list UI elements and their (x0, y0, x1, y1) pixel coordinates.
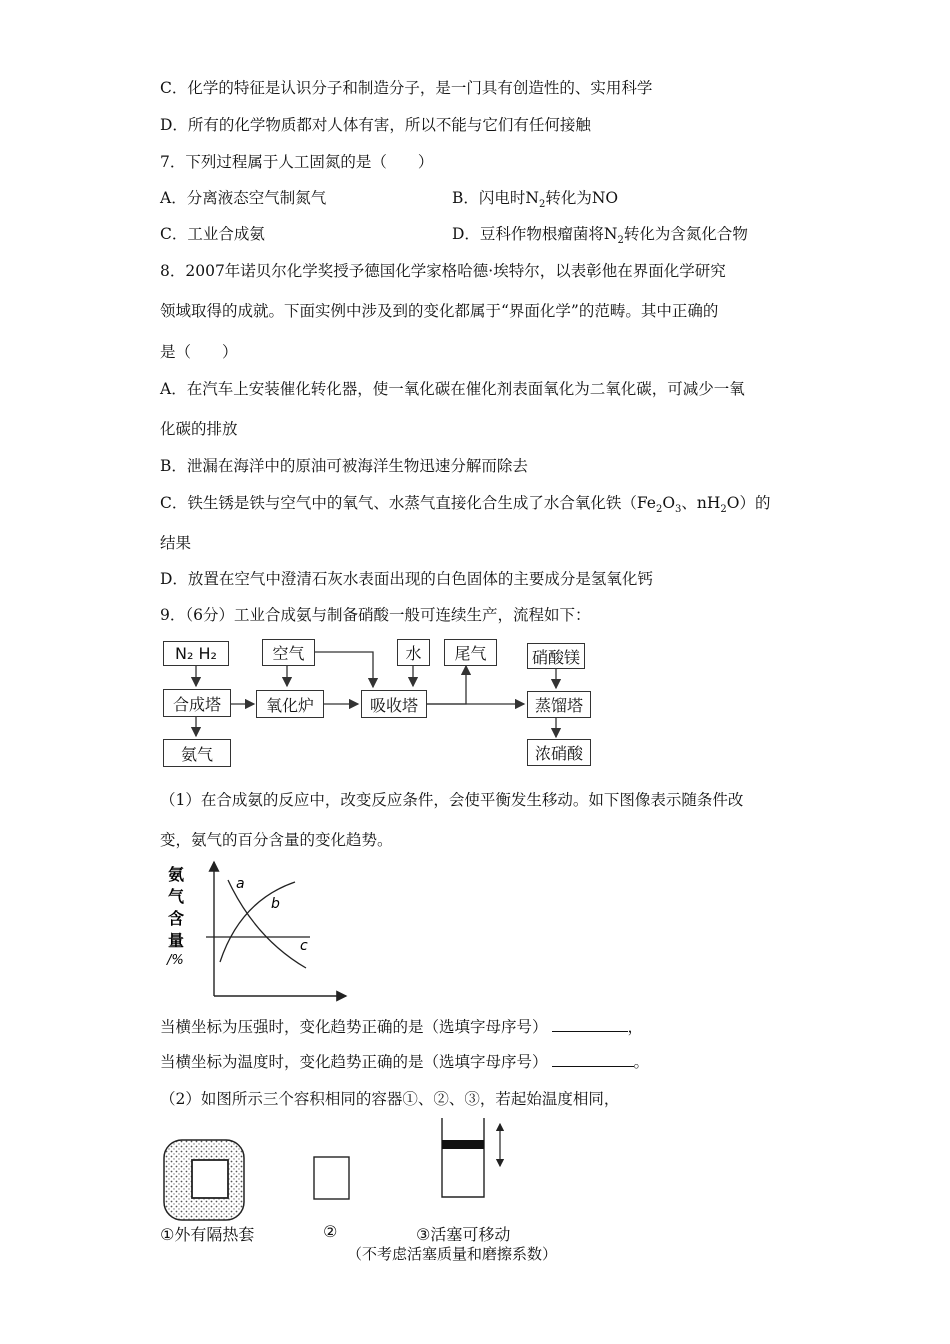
q8-option-a-line2: 化碳的排放 (160, 420, 238, 438)
container-3-piston (442, 1140, 484, 1149)
q8-stem-line2: 领域取得的成就。下面实例中涉及到的变化都属于“界面化学”的范畴。其中正确的 (160, 302, 719, 320)
q7-stem: 7．下列过程属于人工固氮的是（ ） (160, 153, 434, 171)
caption-note: （不考虑活塞质量和磨擦系数） (347, 1245, 558, 1263)
q6-option-d: D．所有的化学物质都对人体有害，所以不能与它们有任何接触 (160, 116, 591, 134)
caption-3: ③活塞可移动 (416, 1225, 511, 1244)
box-kongqi: 空气 (262, 639, 315, 666)
q9-answer-temperature: 当横坐标为温度时，变化趋势正确的是（选填字母序号） 。 (160, 1053, 650, 1071)
q8-option-b: B．泄漏在海洋中的原油可被海洋生物迅速分解而除去 (160, 457, 528, 475)
q9-part1-line1: （1）在合成氨的反应中，改变反应条件，会使平衡发生移动。如下图像表示随条件改 (160, 791, 744, 809)
box-nongxiaosuan: 浓硝酸 (527, 739, 591, 766)
ylabel-unit: /% (167, 953, 184, 968)
q8-option-a-line1: A．在汽车上安装催化转化器，使一氧化碳在催化剂表面氧化为二氧化碳，可减少一氧 (160, 380, 745, 398)
box-xiaosuanmei: 硝酸镁 (527, 643, 585, 669)
q7-option-b: B．闪电时$N_2$转化为NO (452, 189, 619, 211)
box-n2h2: N₂ H₂ (163, 641, 229, 666)
box-xishouta: 吸收塔 (361, 690, 427, 718)
q9-part1-line2: 变，氨气的百分含量的变化趋势。 (160, 831, 393, 849)
q9-part2: （2）如图所示三个容积相同的容器①、②、③，若起始温度相同， (160, 1090, 620, 1108)
box-shui: 水 (397, 639, 430, 666)
label-b: b (271, 896, 280, 912)
ylabel-2: 气 (168, 887, 185, 906)
q8-stem-line3: 是（ ） (160, 343, 238, 361)
q8-stem-line1: 8．2007年诺贝尔化学奖授予德国化学家格哈德·埃特尔，以表彰他在界面化学研究 (160, 262, 726, 280)
trend-graph-svg (150, 850, 360, 1010)
q7-option-c: C．工业合成氨 (160, 225, 265, 243)
box-yanghualu: 氧化炉 (256, 690, 324, 718)
curve-a (228, 880, 306, 968)
box-weiqi: 尾气 (444, 639, 497, 666)
box-anqi: 氨气 (163, 739, 231, 767)
q8-option-d: D．放置在空气中澄清石灰水表面出现的白色固体的主要成分是氢氧化钙 (160, 570, 653, 588)
label-c: c (300, 938, 308, 954)
ylabel-4: 量 (168, 931, 185, 950)
answer-blank-1[interactable] (552, 1017, 628, 1032)
q8-option-c-line2: 结果 (160, 534, 192, 552)
caption-1: ①外有隔热套 (160, 1225, 255, 1244)
caption-2: ② (323, 1222, 338, 1241)
container-2 (314, 1157, 349, 1199)
q8-option-c-line1: C．铁生锈是铁与空气中的氧气、水蒸气直接化合生成了水合氧化铁（$Fe_2O_3$、$nH_2O$）的 (160, 494, 771, 516)
ylabel-3: 含 (168, 909, 185, 928)
q6-option-c: C．化学的特征是认识分子和制造分子，是一门具有创造性的、实用科学 (160, 79, 653, 97)
ylabel-1: 氨 (168, 865, 185, 884)
arrow-kongqi-to-xishouta (314, 652, 373, 687)
q7-option-a: A．分离液态空气制氮气 (160, 189, 327, 207)
q9-answer-pressure: 当横坐标为压强时，变化趋势正确的是（选填字母序号） ， (160, 1018, 644, 1036)
q7-option-d: D．豆科作物根瘤菌将$N_2$转化为含氮化合物 (452, 225, 748, 247)
box-zhengliuta: 蒸馏塔 (527, 691, 591, 718)
q9-stem: 9．（6分）工业合成氨与制备硝酸一般可连续生产，流程如下： (160, 606, 591, 624)
arrow-xishouta-to-weiqi (427, 666, 466, 704)
box-hechengta: 合成塔 (163, 689, 231, 717)
label-a: a (236, 876, 245, 892)
containers-svg (150, 1110, 550, 1225)
answer-blank-2[interactable] (552, 1052, 634, 1067)
curve-b (220, 882, 295, 962)
container-3 (442, 1118, 484, 1197)
